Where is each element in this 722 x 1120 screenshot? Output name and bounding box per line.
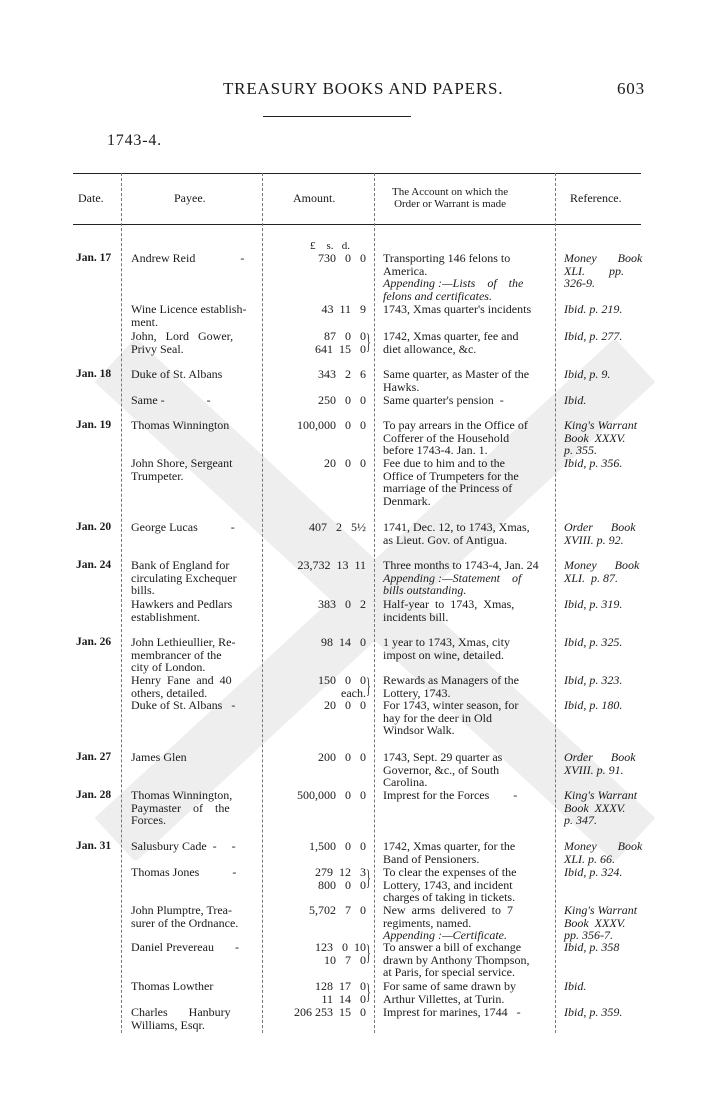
row-reference: King's Warrant Book XXXV. p. 355. [564,418,638,458]
row-reference: Money Book XLI. p. 66. [564,839,643,866]
row-account: 1 year to 1743, Xmas, city impost on wine, detailed. [383,635,510,662]
row-amount: 500,000 0 0 [297,788,366,802]
currency-header: £ s. d. [310,240,351,252]
row-reference: Ibid, p. 358 [564,940,620,954]
row-payee: John Shore, Sergeant Trumpeter. [131,456,233,483]
row-payee: Bank of England for circulating Exchequer bills. [131,558,237,598]
row-payee: Same - - [131,393,211,407]
row-payee: Duke of St. Albans - [131,698,236,712]
row-amount: 87 0 0 641 15 0 [315,329,366,356]
row-amount: 383 0 2 [318,597,366,611]
row-reference: Ibid, p. 325. [564,635,623,649]
col-divider-1 [121,173,122,1033]
row-account: To clear the expenses of the Lottery, 1743, and incident charges of taking in tickets. [383,865,517,905]
row-reference: Ibid, p. 277. [564,329,623,343]
row-account: For same of same drawn by Arthur Villettes, at Turin. [383,979,516,1006]
row-date: Jan. 18 [76,368,112,380]
row-account-appending: Appending :—Certificate. [383,928,507,943]
row-amount: 150 0 0 each. [318,673,366,700]
row-payee: Salusbury Cade - - [131,839,236,853]
amount-brace: } [366,940,371,965]
row-reference: Ibid, p. 356. [564,456,623,470]
col-header-reference: Reference. [570,191,622,205]
row-account: New arms delivered to 7 regiments, named. [383,903,513,930]
row-account: Same quarter's pension - [383,393,504,407]
row-amount: 250 0 0 [318,393,366,407]
row-date: Jan. 17 [76,252,112,264]
row-payee: Daniel Prevereau - [131,940,239,954]
row-payee: James Glen [131,750,187,764]
year-heading: 1743-4. [107,132,162,149]
row-account: Imprest for the Forces - [383,788,518,802]
row-reference: Order Book XVIII. p. 92. [564,520,636,547]
row-account: Half-year to 1743, Xmas, incidents bill. [383,597,515,624]
row-account-appending: Appending :—Lists of the felons and certificates. [383,276,524,303]
amount-brace: } [366,865,371,890]
row-amount: 730 0 0 [318,251,366,265]
row-payee: Thomas Jones - [131,865,237,879]
col-header-payee: Payee. [174,191,206,205]
row-amount: 20 0 0 [324,456,366,470]
row-account: Same quarter, as Master of the Hawks. [383,367,530,394]
row-payee: Wine Licence establish- ment. [131,302,247,329]
row-reference: Ibid. [564,979,587,993]
col-divider-3 [374,173,375,1033]
row-amount: 128 17 0 11 14 0 [315,979,366,1006]
running-title: TREASURY BOOKS AND PAPERS. [223,79,504,98]
row-reference: Money Book XLI. p. 87. [564,558,640,585]
row-payee: Thomas Winnington, Paymaster of the Forces. [131,788,233,828]
row-reference: King's Warrant Book XXXV. p. 347. [564,788,638,828]
row-reference: Ibid. [564,393,587,407]
row-reference: Order Book XVIII. p. 91. [564,750,636,777]
row-reference: Ibid, p. 180. [564,698,623,712]
row-reference: Ibid, p. 323. [564,673,623,687]
row-reference: Ibid, p. 359. [564,1005,623,1019]
amount-brace: } [366,979,371,1004]
row-account: Transporting 146 felons to America. [383,251,511,278]
row-reference: King's Warrant Book XXXV. pp. 356-7. [564,903,638,943]
row-account: 1741, Dec. 12, to 1743, Xmas, as Lieut. Gov. of Antigua. [383,520,530,547]
row-reference: Ibid, p. 324. [564,865,623,879]
row-amount: 279 12 3 800 0 0 [315,865,366,892]
row-payee: Charles Hanbury Williams, Esqr. [131,1005,231,1032]
row-account: Fee due to him and to the Office of Trumpeters for the marriage of the Princess of Denmark. [383,456,519,508]
row-account: Rewards as Managers of the Lottery, 1743. [383,673,519,700]
title-rule [263,116,411,117]
amount-brace: } [366,329,371,354]
row-date: Jan. 26 [76,636,112,648]
row-date: Jan. 31 [76,840,112,852]
row-date: Jan. 19 [76,419,112,431]
col-header-date: Date. [78,191,104,205]
row-payee: Thomas Winnington [131,418,230,432]
row-date: Jan. 20 [76,521,112,533]
row-account: To pay arrears in the Office of Cofferer of the Household before 1743-4. Jan. 1. [383,418,528,458]
row-amount: 23,732 13 11 [297,558,366,572]
col-header-account: The Account on which the Order or Warrant is made [392,186,509,210]
row-account: 1743, Sept. 29 quarter as Governor, &c., of South Carolina. [383,750,503,790]
row-payee: John Plumptre, Trea- surer of the Ordnance. [131,903,239,930]
row-date: Jan. 28 [76,789,112,801]
row-payee: Henry Fane and 40 others, detailed. [131,673,232,700]
row-payee: Hawkers and Pedlars establishment. [131,597,233,624]
row-payee: Andrew Reid - [131,251,245,265]
row-date: Jan. 24 [76,559,112,571]
row-reference: Ibid. p. 219. [564,302,623,316]
row-account: Imprest for marines, 1744 - [383,1005,521,1019]
row-amount: 206 253 15 0 [294,1005,366,1019]
row-date: Jan. 27 [76,751,112,763]
row-amount: 343 2 6 [318,367,366,381]
row-account: For 1743, winter season, for hay for the deer in Old Windsor Walk. [383,698,519,738]
row-account: 1742, Xmas quarter, for the Band of Pensioners. [383,839,516,866]
row-amount: 1,500 0 0 [309,839,366,853]
row-payee: Thomas Lowther [131,979,214,993]
row-account: To answer a bill of exchange drawn by Anthony Thompson, at Paris, for special service. [383,940,530,980]
row-account-appending: Appending :—Statement of bills outstanding. [383,570,522,598]
row-payee: George Lucas - [131,520,235,534]
row-amount: 43 11 9 [321,302,366,316]
page-number: 603 [617,79,645,98]
row-reference: Ibid, p. 319. [564,597,623,611]
amount-brace: } [366,673,371,698]
row-amount: 5,702 7 0 [309,903,366,917]
row-account: Three months to 1743-4, Jan. 24 [383,558,539,572]
row-payee: Duke of St. Albans [131,367,223,381]
row-account: 1743, Xmas quarter's incidents [383,302,532,316]
row-reference: Ibid, p. 9. [564,367,611,381]
row-amount: 200 0 0 [318,750,366,764]
row-amount: 407 2 5½ [309,520,366,534]
row-payee: John Lethieullier, Re- membrancer of the city of London. [131,635,236,675]
row-account: 1742, Xmas quarter, fee and diet allowance, &c. [383,329,519,356]
col-header-amount: Amount. [293,191,336,205]
row-amount: 20 0 0 [324,698,366,712]
row-reference: Money Book XLI. pp. 326-9. [564,251,643,291]
row-amount: 98 14 0 [321,635,366,649]
row-amount: 100,000 0 0 [297,418,366,432]
col-divider-4 [555,173,556,1033]
row-payee: John, Lord Gower, Privy Seal. [131,329,234,356]
row-amount: 123 0 10 10 7 0 [315,940,366,967]
